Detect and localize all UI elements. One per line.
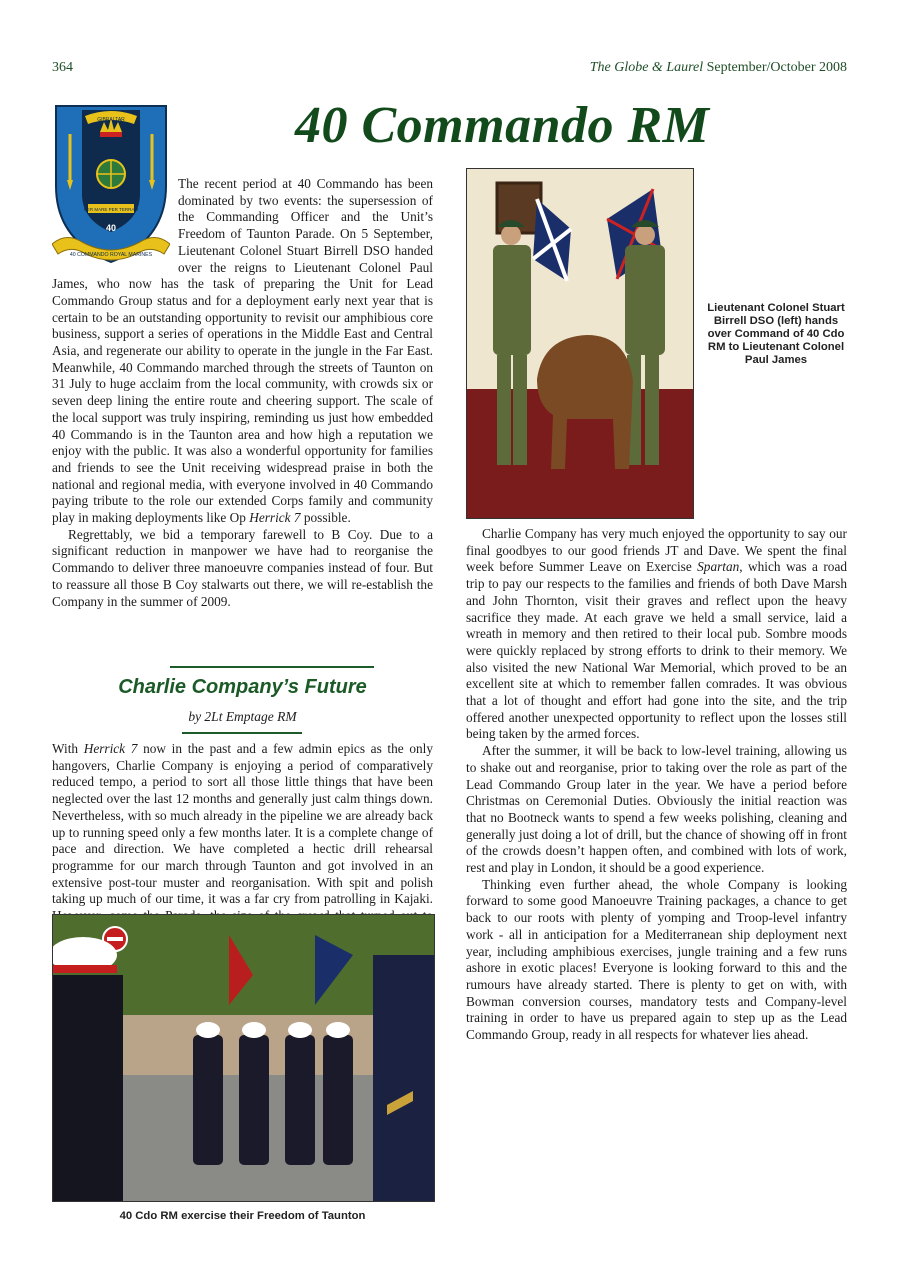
section-paragraph-4: Thinking even further ahead, the whole Company is looking forward to some good Manoeuvre Training packages, a chance to get back to our roots with plenty of yomping and Troop-level infantry work - all in anticipation for a Mediterranean ship deployment next year, including amphibious exercises, jungle training and a few runs ashore in exotic places! Everyone is looking forward to this and the rumours have already started. There is plenty to get on with, with Bowman conversion courses, mandatory tests and Company-level training in order to have us prepared again to step up as the Lead Commando Group, ready in all respects for whatever lies ahead. — [466, 876, 847, 1043]
intro-text — [52, 176, 433, 610]
intro-paragraph-2: Regrettably, we bid a temporary farewell to B Coy. Due to a significant reduction in manpower we have had to reorganise the Commando to deliver three manoeuvre companies instead of four. But to reassure all those B Coy stalwarts out there, we will re-establish the Company in the summer of 2009. — [52, 526, 433, 609]
handover-photo — [466, 168, 694, 519]
parade-photo-caption: 40 Cdo RM exercise their Freedom of Taunton — [119, 1210, 366, 1222]
publication-name: The Globe & Laurel — [589, 60, 704, 75]
crest-number: 40 — [105, 223, 117, 233]
section-rule-bottom — [182, 732, 302, 734]
crest-scroll-top: GIBRALTAR — [97, 117, 125, 123]
section-title: Charlie Company’s Future — [118, 676, 367, 698]
crest-motto: 40 COMMANDO ROYAL MARINES — [69, 252, 153, 258]
section-text-right — [466, 526, 847, 1044]
intro-paragraph-1: The recent period at 40 Commando has been dominated by two events: the supersession of the Commanding Officer and the Unit’s Freedom of Taunton Parade. On 5 September, Lieutenant Colonel Stuart Birrell DSO handed over the reigns to Lieutenant Colonel Paul James, who now has the task of preparing the Unit for Lead Commando Group status and for a deployment early next year that is certain to be an outstanding opportunity to revisit our amphibious core business, support a series of operations in the Middle East and Central Asia, and regenerate our ability to operate in the jungle in the Far East. Meanwhile, 40 Commando marched through the streets of Taunton on 31 July to huge acclaim from the local community, with crowds six or seven deep lining the entire route and cheering support. The scale of the local support was truly inspiring, reminding us just how embedded 40 Commando is in the Taunton area and how high a reputation we enjoy with the public. It was also a wonderful opportunity for families and friends to see the Unit receiving widespread praise in both the national and regional media, with everyone involved in 40 Commando paying tribute to the role our extended Corps family and community play in making deployments like Op Herrick 7 possible. — [52, 176, 433, 526]
byline: by 2Lt Emptage RM — [188, 709, 297, 724]
parade-photo — [52, 914, 435, 1202]
section-rule-top — [170, 666, 374, 668]
page-number: 364 — [52, 60, 73, 75]
section-paragraph-3: After the summer, it will be back to low-level training, allowing us to shake out and reorganise, prior to taking over the role as part of the Lead Commando Group later in the year. We have a period before Christmas on Ceremonial Duties. Obviously the initial reaction was that no Bootneck wants to spend a few weeks polishing, cleaning and generally just doing a lot of drill, but the chance of showing off in front of the crowds doesn’t happen often, and combined with lots of work, rest and play in London, it should be a good experience. — [466, 743, 847, 876]
article-title: 40 Commando RM — [295, 97, 710, 154]
section-paragraph-2: Charlie Company has very much enjoyed the opportunity to say our final goodbyes to our good friends JT and Dave. We spent the final week before Summer Leave on Exercise Spartan, which was a road trip to pay our respects to the families and friends of both Dave Marsh and John Thornton, visit their graves and reflect upon the heavy sacrifice they made. At each grave we held a small service, laid a wreath in memory and then retired to their local pub. Sombre moods were quickly replaced by strong efforts to drink to their memory. We also visited the new National War Memorial, which proved to be an excellent site at which to remember fallen comrades. It was obvious that a lot of thought and effort had gone into the site, and the trip offered another unexpected opportunity to reflect upon the losses still being taken by the armed forces. — [466, 526, 847, 742]
running-head — [590, 60, 847, 76]
handover-photo-caption: Lieutenant Colonel Stuart Birrell DSO (left) hands over Command of 40 Cdo RM to Lieutenant Colonel Paul James — [707, 302, 845, 366]
crest-scroll-mid: PER MARE PER TERRAM — [83, 207, 139, 212]
crest-text-wrap — [52, 176, 178, 276]
section-paragraph-1: With Herrick 7 now in the past and a few admin epics as the only hangovers, Charlie Company is enjoying a period of comparatively reduced tempo, a period to sort all those little things that have been neglected over the last 12 months and generally just calm things down. Nevertheless, with so much already in the pipeline we are already back up to running speed only a few months later. It is a complete change of pace and direction. We have completed a hectic drill rehearsal programme for our march through Taunton and got involved in an extensive post-tour muster and reorganisation. With spit and polish taking up much of our time, it was a far cry from patrolling in Kajaki. — [52, 741, 433, 907]
issue-date: September/October 2008 — [706, 60, 847, 75]
